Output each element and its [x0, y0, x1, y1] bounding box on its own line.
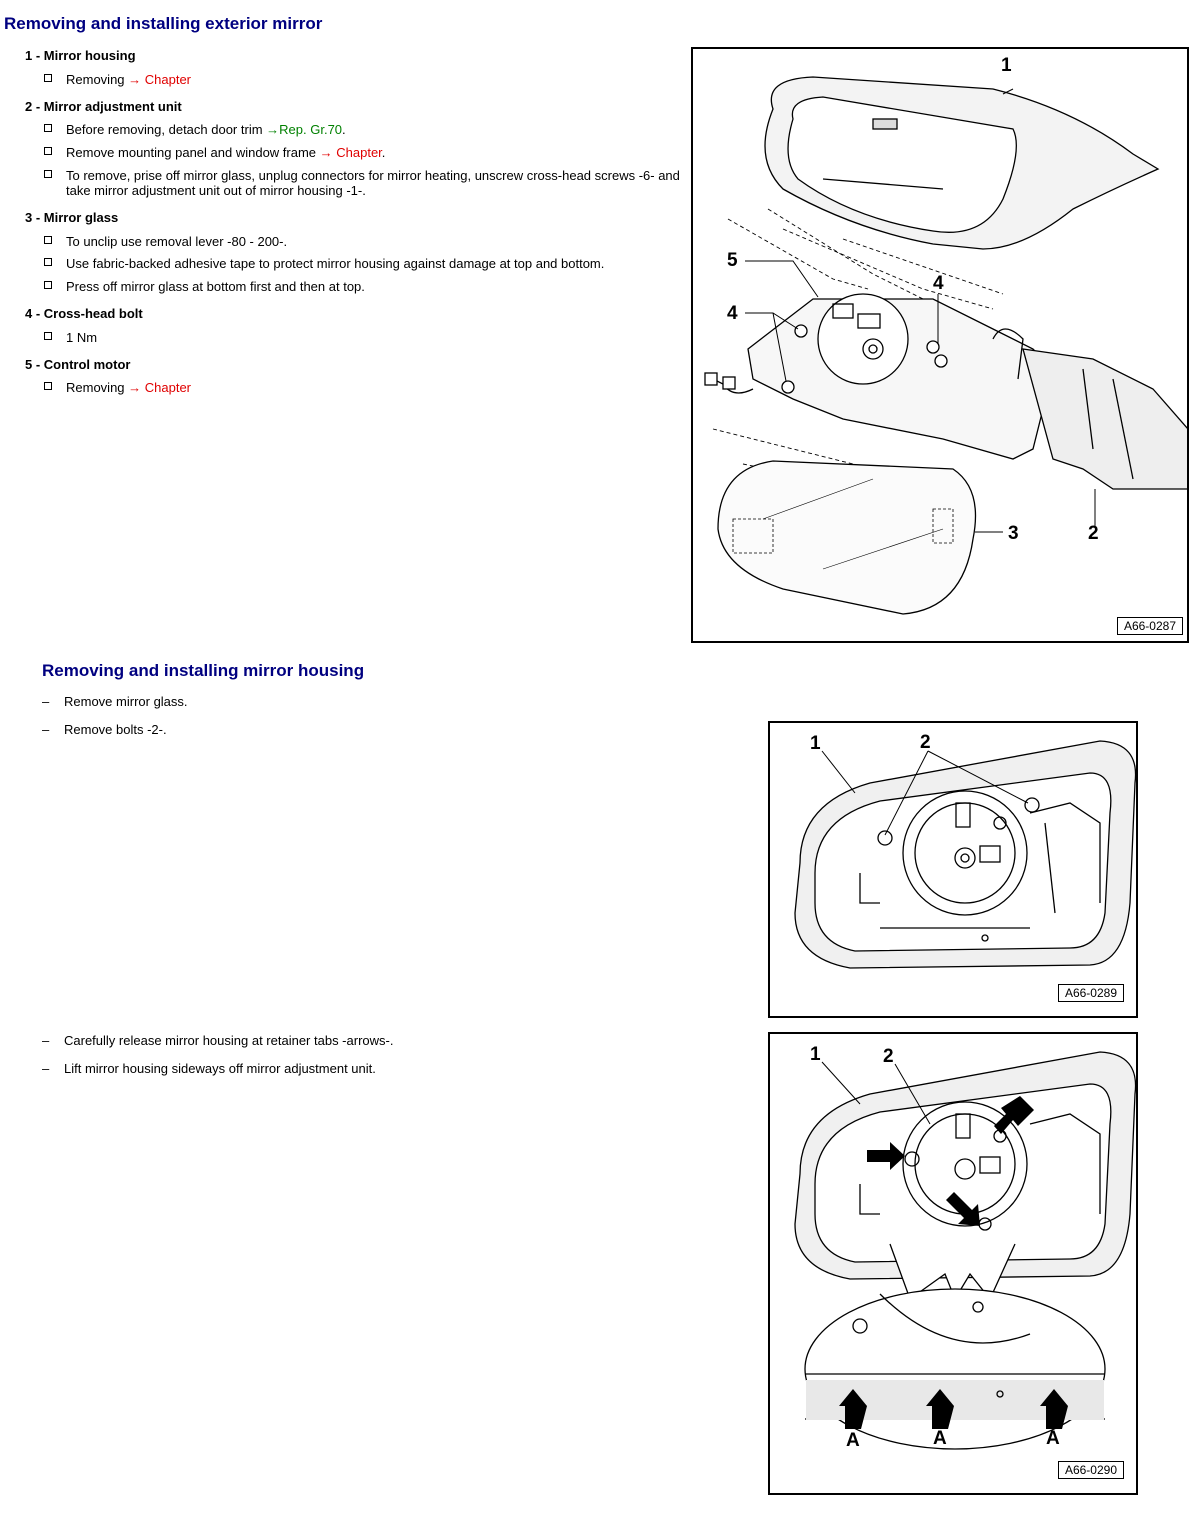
exploded-mirror-drawing: [693, 49, 1187, 641]
callout-a1: A: [846, 1430, 860, 1451]
callout-2: 2: [883, 1046, 894, 1067]
callout-4b: 4: [727, 303, 738, 324]
bolts-figure: [768, 721, 1138, 1018]
callout-3: 3: [1008, 523, 1019, 544]
item-number: 3: [25, 210, 33, 225]
callout-1: 1: [810, 1044, 821, 1065]
chapter-link[interactable]: → Chapter: [128, 72, 192, 87]
item-mirror-adjustment-unit: 2 - Mirror adjustment unit: [25, 99, 182, 114]
callout-2: 2: [920, 732, 931, 753]
callout-1: 1: [810, 733, 821, 754]
item-number: 4: [25, 306, 33, 321]
item-label: Mirror adjustment unit: [43, 99, 182, 114]
checkbox-bullet-icon: [44, 382, 52, 390]
figure-code: A66-0290: [1058, 1461, 1124, 1479]
item-number: 1: [25, 48, 33, 63]
checkbox-bullet-icon: [44, 258, 52, 266]
callout-1: 1: [1001, 55, 1012, 76]
checkbox-bullet-icon: [44, 147, 52, 155]
callout-a3: A: [1046, 1428, 1060, 1449]
checkbox-bullet-icon: [44, 74, 52, 82]
item-number: 5: [25, 357, 33, 372]
checkbox-bullet-icon: [44, 281, 52, 289]
callout-a2: A: [933, 1428, 947, 1449]
chapter-link[interactable]: → Chapter: [128, 380, 192, 395]
item-label: Mirror housing: [43, 48, 136, 63]
item-label: Control motor: [43, 357, 131, 372]
retainer-tabs-drawing: [770, 1034, 1136, 1493]
item-number: 2: [25, 99, 33, 114]
callout-2: 2: [1088, 523, 1099, 544]
chapter-link[interactable]: → Chapter: [319, 145, 382, 160]
checkbox-bullet-icon: [44, 332, 52, 340]
section-title-exterior-mirror: Removing and installing exterior mirror: [4, 14, 323, 33]
checkbox-bullet-icon: [44, 236, 52, 244]
rep-gr-link[interactable]: →Rep. Gr.70: [266, 122, 343, 137]
retainer-tabs-figure: [768, 1032, 1138, 1495]
figure-code: A66-0287: [1117, 617, 1183, 635]
section-title-mirror-housing: Removing and installing mirror housing: [42, 661, 365, 680]
item-mirror-housing: 1 - Mirror housing: [25, 48, 136, 63]
item-label: Cross-head bolt: [43, 306, 143, 321]
callout-4a: 4: [933, 273, 944, 294]
checkbox-bullet-icon: [44, 124, 52, 132]
figure-code: A66-0289: [1058, 984, 1124, 1002]
exploded-mirror-figure: [691, 47, 1189, 643]
item-mirror-glass: 3 - Mirror glass: [25, 210, 119, 225]
item-label: Mirror glass: [43, 210, 119, 225]
bolts-drawing: [770, 723, 1136, 1016]
checkbox-bullet-icon: [44, 170, 52, 178]
callout-5: 5: [727, 250, 738, 271]
item-control-motor: 5 - Control motor: [25, 357, 131, 372]
item-cross-head-bolt: 4 - Cross-head bolt: [25, 306, 143, 321]
